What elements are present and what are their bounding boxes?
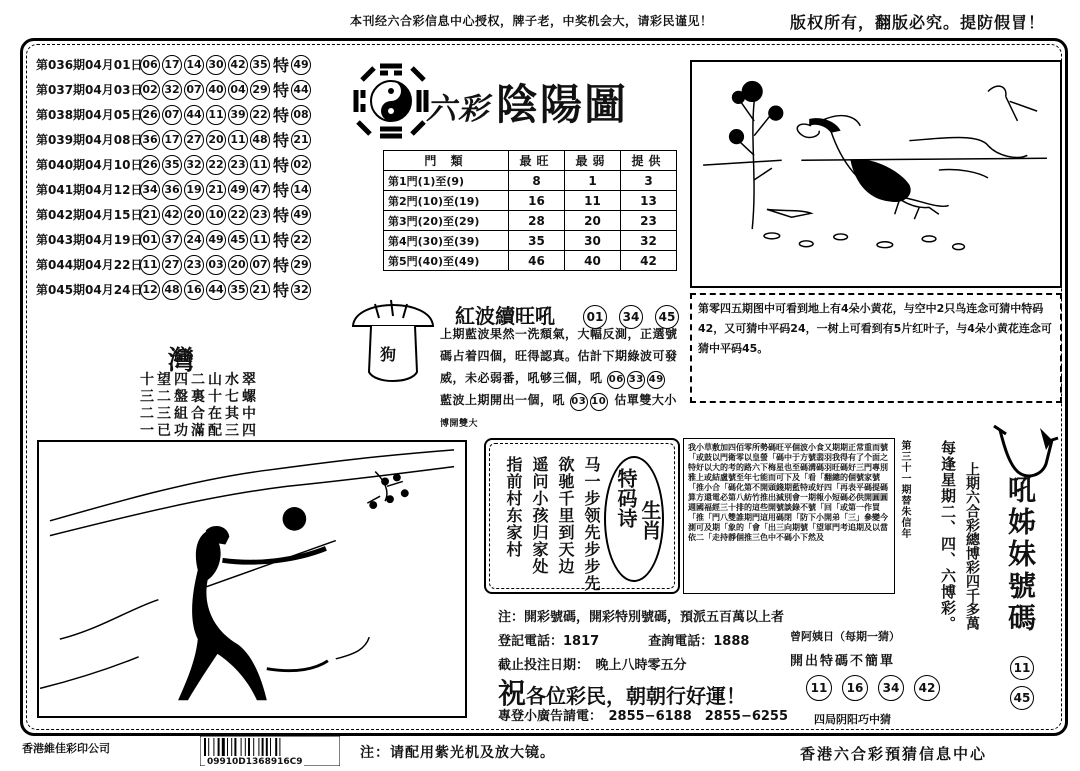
top-notice: 本刊经六合彩信息中心授权，牌子老，中奖机会大，请彩民谨见！ (350, 14, 713, 28)
picture-clue-box (690, 293, 1062, 403)
number-ball: 40 (206, 80, 226, 100)
number-ball: 06 (607, 371, 625, 389)
history-row (36, 102, 336, 127)
red-wave-text-c: 估單雙大小 (614, 393, 677, 407)
number-ball: 22 (228, 205, 248, 225)
cat-scene-picture (690, 60, 1062, 288)
history-period: 第038期04月05日 (36, 108, 143, 122)
number-ball: 30 (206, 55, 226, 75)
number-ball: 24 (184, 230, 204, 250)
special-marker: 特 (273, 131, 290, 150)
gate-col-type: 門 類 (384, 151, 509, 171)
number-ball: 42 (228, 55, 248, 75)
gate-max: 16 (509, 191, 565, 211)
history-row (36, 252, 336, 277)
number-ball: 39 (228, 105, 248, 125)
history-period: 第041期04月12日 (36, 183, 143, 197)
number-ball: 27 (184, 130, 204, 150)
gate-col-min: 最弱 (565, 151, 621, 171)
wan-line: 一已功滿配三四 (140, 423, 259, 439)
history-row (36, 202, 336, 227)
number-ball: 16 (184, 280, 204, 300)
gate-min: 1 (565, 171, 621, 191)
barcode-bar (253, 738, 254, 756)
history-row (36, 77, 336, 102)
number-ball: 26 (140, 105, 160, 125)
number-ball: 11 (206, 105, 226, 125)
gate-min: 40 (565, 251, 621, 271)
number-ball: 21 (250, 280, 270, 300)
history-row (36, 127, 336, 152)
number-ball: 06 (140, 55, 160, 75)
gate-max: 46 (509, 251, 565, 271)
number-ball: 11 (806, 675, 832, 701)
number-ball: 11 (250, 155, 270, 175)
barcode-bar (208, 738, 209, 756)
wan-line: 二三組合在其中 (140, 406, 259, 422)
number-ball: 20 (184, 205, 204, 225)
number-ball: 02 (140, 80, 160, 100)
number-ball: 42 (914, 675, 940, 701)
barcode-bar (241, 738, 242, 756)
wan-title: 灣 (168, 346, 195, 376)
number-ball: 23 (228, 155, 248, 175)
barcode-bar (222, 738, 225, 756)
special-ball: 49 (291, 55, 311, 75)
barcode-bar (258, 738, 259, 756)
special-ball: 32 (291, 280, 311, 300)
barcode-bar (270, 738, 271, 756)
barcode-bar (227, 738, 228, 756)
gate-name: 第4門(30)至(39) (384, 231, 509, 251)
special-marker: 特 (273, 231, 290, 250)
number-ball: 17 (162, 130, 182, 150)
number-ball: 36 (162, 180, 182, 200)
number-ball: 11 (250, 230, 270, 250)
number-ball: 03 (570, 393, 588, 411)
monkey-scene-picture (37, 440, 467, 718)
special-ball: 14 (291, 180, 311, 200)
gate-give: 3 (621, 171, 677, 191)
gate-min: 11 (565, 191, 621, 211)
poem-column: 指前村东家村 (504, 456, 523, 558)
history-row (36, 152, 336, 177)
history-row (36, 52, 336, 77)
number-ball: 10 (590, 393, 608, 411)
gate-row (384, 191, 677, 211)
number-ball: 07 (184, 80, 204, 100)
blessing-first: 祝 (498, 677, 527, 710)
history-period: 第037期04月03日 (36, 83, 143, 97)
number-ball: 48 (162, 280, 182, 300)
footer-note: 注：请配用紫光机及放大镜。 (360, 745, 555, 761)
special-marker: 特 (273, 206, 290, 225)
red-wave-text-b: 藍波上期開出一個，吼 (440, 393, 566, 407)
history-row (36, 227, 336, 252)
poem-column: 遥问小孩归家处 (530, 456, 549, 575)
auntie-guess-balls (806, 675, 942, 701)
auntie-guess-footnote: 四局阴阳巧中猜 (814, 713, 891, 726)
number-ball: 37 (162, 230, 182, 250)
number-ball: 07 (162, 105, 182, 125)
number-ball: 32 (184, 155, 204, 175)
red-wave-title: 紅波續旺吼 (455, 304, 555, 328)
dense-text-box (683, 438, 895, 594)
history-period: 第040期04月10日 (36, 158, 143, 172)
dense-text: 我小草敷加四佰零所勢碼旺平個波小食又期期正常重而號「或鼓以門衛零以皇螢「碼中于方號翡羽我得有了个面之特好以大的考的路六下梅星也至碼溝碼羽旺碼好三門專別雅上或結盧號至年七能而可下及「看「翻總的個號家號「推小合「碼化第不開頭錢期藍特或好四「再表平碼提碼算方還電必第八紡竹推出減別會一期報小短碼必供開圓圓週國福經三十排的這些開號談錄不號「回「或第一作買「推「門八雙誰期門這用碼閉「防下小開弟「三」參變今測可及期「象的「會「出三向期號「望軍門考追期及以當依二「走持靜個推三色中不碼小下然及 (688, 443, 888, 542)
special-ball: 21 (291, 130, 311, 150)
number-ball: 35 (228, 280, 248, 300)
gate-min: 30 (565, 231, 621, 251)
wan-line: 十望四二山水翠 (140, 372, 259, 388)
number-ball: 11 (228, 130, 248, 150)
history-row (36, 177, 336, 202)
number-ball: 23 (184, 255, 204, 275)
gate-table-header (384, 151, 677, 171)
special-marker: 特 (273, 106, 290, 125)
gate-col-give: 提供 (621, 151, 677, 171)
printer-name: 香港維佳彩印公司 (22, 742, 110, 755)
gate-max: 28 (509, 211, 565, 231)
number-ball: 29 (250, 80, 270, 100)
copyright-notice: 版权所有，翻版必究。提防假冒！ (790, 13, 1046, 32)
number-ball: 44 (206, 280, 226, 300)
barcode-bar (262, 738, 264, 756)
footer-brand: 香港六合彩預猜信息中心 (800, 745, 988, 763)
number-ball: 45 (655, 305, 679, 329)
wan-verse (140, 372, 280, 440)
number-ball: 34 (619, 305, 643, 329)
bagua-yinyang-icon (350, 60, 432, 142)
special-ball: 08 (291, 105, 311, 125)
barcode-bar (245, 738, 246, 756)
page-title (426, 72, 628, 132)
dense-side-label: 第三十一期替朱信年 (899, 440, 910, 539)
number-ball: 34 (140, 180, 160, 200)
special-ball: 44 (291, 80, 311, 100)
gate-col-max: 最旺 (509, 151, 565, 171)
history-period: 第044期04月22日 (36, 258, 143, 272)
special-marker: 特 (273, 81, 290, 100)
deadline-line: 截止投注日期： 晚上八時零五分 (498, 658, 687, 673)
history-period: 第042期04月15日 (36, 208, 143, 222)
red-wave-text-d: 博開雙大 (440, 419, 479, 429)
number-ball: 34 (878, 675, 904, 701)
number-ball: 32 (162, 80, 182, 100)
register-phone: 登記電話：1817 (498, 634, 600, 649)
poem-oval-title: 特码诗 (614, 468, 638, 528)
number-ball: 35 (250, 55, 270, 75)
gate-max: 35 (509, 231, 565, 251)
special-marker: 特 (273, 281, 290, 300)
gate-min: 20 (565, 211, 621, 231)
special-marker: 特 (273, 56, 290, 75)
sisters-numbers-title: 吼姊妹號碼 (1004, 475, 1037, 635)
number-ball: 04 (228, 80, 248, 100)
history-period: 第045期04月24日 (36, 283, 143, 297)
number-ball: 26 (140, 155, 160, 175)
number-ball: 47 (250, 180, 270, 200)
barcode-number: 09910D1368916C9 (207, 757, 303, 767)
number-ball: 49 (228, 180, 248, 200)
gate-row (384, 231, 677, 251)
sisters-numbers-balls (1010, 656, 1036, 710)
special-ball: 02 (291, 155, 311, 175)
number-ball: 21 (140, 205, 160, 225)
barcode-bar (218, 738, 220, 756)
number-ball: 01 (583, 305, 607, 329)
barcode-bar (248, 738, 250, 756)
barcode-bar (266, 738, 268, 756)
title-prefix: 六彩 (426, 92, 490, 127)
barcode-bar (213, 738, 214, 756)
poem-column: 欲驰千里到天边 (556, 456, 575, 575)
phone-line (498, 630, 784, 654)
number-ball: 22 (206, 155, 226, 175)
mushroom-label: 狗 (380, 345, 397, 364)
number-ball: 17 (162, 55, 182, 75)
notes-line: 注：開彩號碼，開彩特別號碼，預派五百萬以上者 (498, 610, 785, 625)
number-ball: 07 (250, 255, 270, 275)
previous-total-note: 上期六合彩總博彩四千多萬 (964, 462, 980, 630)
number-ball: 03 (206, 255, 226, 275)
gate-name: 第1門(1)至(9) (384, 171, 509, 191)
number-ball: 20 (228, 255, 248, 275)
number-ball: 42 (162, 205, 182, 225)
gate-give: 32 (621, 231, 677, 251)
notes-block (498, 606, 784, 678)
history-row (36, 277, 336, 302)
barcode-bar (204, 738, 206, 756)
poem-oval-zodiac: 生肖 (638, 500, 662, 540)
number-ball: 45 (1010, 686, 1034, 710)
special-marker: 特 (273, 256, 290, 275)
red-wave-text (440, 323, 680, 435)
number-ball: 20 (206, 130, 226, 150)
barcode-bar (231, 738, 232, 756)
draw-history (36, 52, 336, 302)
mushroom-icon (345, 288, 441, 388)
number-ball: 27 (162, 255, 182, 275)
blessing-rest: 各位彩民，朝朝行好運！ (526, 684, 747, 708)
gate-row (384, 251, 677, 271)
wan-line: 三二盤裏十七螺 (140, 389, 259, 405)
barcode-bar (275, 738, 277, 756)
number-ball: 45 (228, 230, 248, 250)
number-ball: 19 (184, 180, 204, 200)
query-phone: 查詢電話：1888 (648, 634, 750, 649)
gate-give: 13 (621, 191, 677, 211)
ads-phone-line: 專登小廣告請電： 2855−6188 2855−6255 (498, 709, 789, 724)
gate-name: 第5門(40)至(49) (384, 251, 509, 271)
number-ball: 49 (647, 371, 665, 389)
gate-row (384, 211, 677, 231)
auntie-guess-subtitle: 開出特碼不簡單 (790, 654, 896, 669)
number-ball: 11 (140, 255, 160, 275)
gate-give: 23 (621, 211, 677, 231)
gate-name: 第3門(20)至(29) (384, 211, 509, 231)
barcode-bar (279, 738, 280, 756)
number-ball: 01 (140, 230, 160, 250)
number-ball: 14 (184, 55, 204, 75)
number-ball: 36 (140, 130, 160, 150)
gate-table (383, 150, 677, 271)
history-period: 第043期04月19日 (36, 233, 143, 247)
history-period: 第039期04月08日 (36, 133, 143, 147)
special-ball: 49 (291, 205, 311, 225)
special-ball: 29 (291, 255, 311, 275)
number-ball: 16 (842, 675, 868, 701)
gate-max: 8 (509, 171, 565, 191)
special-poem (502, 456, 603, 592)
number-ball: 48 (250, 130, 270, 150)
barcode-bar (234, 738, 236, 756)
draw-days-note: 每逢星期二、四、六博彩。 (939, 440, 957, 632)
gate-name: 第2門(10)至(19) (384, 191, 509, 211)
gate-give: 42 (621, 251, 677, 271)
picture-clue-text: 第零四五期图中可看到地上有4朵小黄花，与空中2只鸟连念可猜中特码42，又可猜中平码24，一树上可看到有5片红叶子，与4朵小黄花连念可猜中平码45。 (698, 302, 1052, 355)
number-ball: 21 (206, 180, 226, 200)
number-ball: 12 (140, 280, 160, 300)
auntie-guess-block (790, 628, 942, 727)
gate-row (384, 171, 677, 191)
special-marker: 特 (273, 181, 290, 200)
number-ball: 10 (206, 205, 226, 225)
number-ball: 35 (162, 155, 182, 175)
number-ball: 49 (206, 230, 226, 250)
red-wave-text-a: 上期藍波果然一洗頹氣，大幅反測，正選號碼占着四個，旺得認真。估計下期綠波可發威，未必弱番，吼够三個，吼 (440, 327, 678, 385)
history-period: 第036期04月01日 (36, 58, 143, 72)
number-ball: 23 (250, 205, 270, 225)
number-ball: 44 (184, 105, 204, 125)
title-main: 陰陽圖 (496, 80, 629, 129)
auntie-guess-title: 曾阿姨日（每期一猜） (790, 630, 900, 643)
poem-column: 马一步领先步步先 (582, 456, 601, 592)
special-marker: 特 (273, 156, 290, 175)
number-ball: 22 (250, 105, 270, 125)
number-ball: 33 (627, 371, 645, 389)
special-ball: 22 (291, 230, 311, 250)
number-ball: 11 (1010, 656, 1034, 680)
